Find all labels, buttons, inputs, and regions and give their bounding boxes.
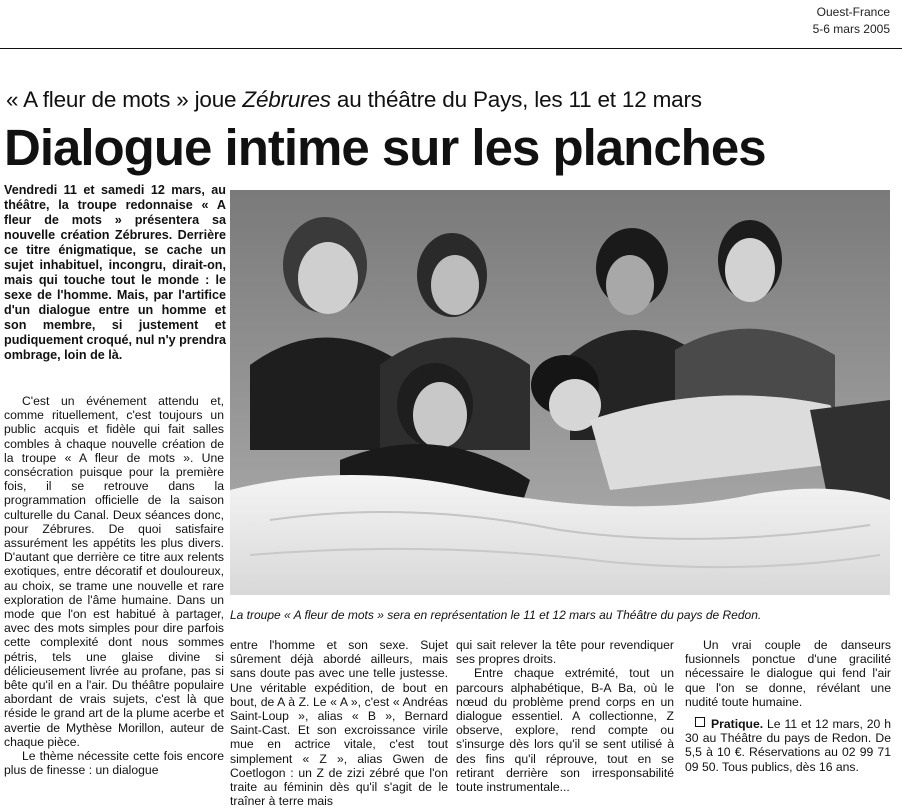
header-rule	[0, 48, 902, 49]
lede-paragraph: Vendredi 11 et samedi 12 mars, au théâtre, la troupe redonnaise « A fleur de mots » présentera sa nouvelle création Zébrures. Derrière ce titre énigmatique, se cache un sujet inhabituel, incongru, dirait-on, mais qui touche tout le monde : le sexe de l'homme. Mais, par l'artifice d'un dialogue entre un homme et son membre, si justement et pudiquement croqué, nul n'y prendra ombrage, loin de là.	[4, 183, 227, 362]
practical-text: Le 11 et 12 mars, 20 h 30 au Théâtre du pays de Redon. De 5,5 à 10 €. Réservations au 02 99 71 09 50. Tous publics, dès 16 ans.	[685, 717, 891, 774]
body-column-1	[4, 394, 224, 777]
photo-illustration	[230, 190, 890, 595]
publication-date: 5-6 mars 2005	[812, 22, 890, 36]
body-paragraph: entre l'homme et son sexe. Sujet sûrement déjà abordé ailleurs, mais sans doute pas avec une telle justesse. Une véritable expédition, de bout en bout, de A à Z. Le « A », c'est « Andréas Saint-Loup », alias « B », Bernard Saint-Cast. Et son excroissance virile mue en actrice vitale, c'est tout simplement « Z », alias Gwen de Coetlogon : un Z de zizi zébré que l'on traite au féminin dès qu'il s'agit de le traîner à terre mais	[230, 638, 448, 808]
body-paragraph: C'est un événement attendu et, comme rituellement, c'est toujours un public acquis et fidèle qui fait salles combles à chaque nouvelle création de la troupe « A fleur de mots ». Une consécration puisque pour la première fois, il se retrouve dans la programmation officielle de la saison culturelle du Canal. Deux séances donc, pour Zébrures. De quoi satisfaire assurément les appétits les plus divers. D'autant que derrière ce titre aux relents exotiques, entre décoratif et douloureux, au choix, se trame une nouvelle et rare exploration de l'âme humaine. Dans un mode que l'on est habitué à partager, avec des mots simples pour dire parfois cette complexité dont nous sommes pétris, tels une glaise divine si délicieusement livrée au profane, pas si bête qu'il en a l'air. Du théâtre populaire abordant de vrais sujets, c'est là que réside le grand art de la plume acerbe et avertie de Mythèse Morillon, auteur de chaque pièce.	[4, 394, 224, 749]
kicker-text-1: « A fleur de mots » joue	[6, 87, 243, 112]
body-paragraph: Le thème nécessite cette fois encore plus de finesse : un dialogue	[4, 749, 224, 778]
body-column-2	[230, 638, 448, 808]
troupe-photo	[230, 190, 890, 595]
kicker	[6, 86, 896, 114]
body-column-3	[456, 638, 674, 794]
body-paragraph: Entre chaque extrémité, tout un parcours alphabétique, B-A Ba, où le nœud du problème prend corps en un dialogue essentiel. A collectionne, Z observe, explore, rend compte ou s'insurge dès lors qu'il se sent utilisé à des fins qu'il réprouve, tout en se retirant derrière son irresponsabilité toute instrumentale...	[456, 666, 674, 795]
headline: Dialogue intime sur les planches	[4, 119, 766, 176]
body-column-4	[685, 638, 891, 774]
kicker-title: Zébrures	[242, 87, 331, 112]
square-bullet-icon	[695, 717, 705, 727]
newspaper-name: Ouest-France	[816, 5, 890, 19]
kicker-text-2: au théâtre du Pays, les 11 et 12 mars	[330, 87, 702, 112]
practical-label: Pratique.	[711, 717, 764, 732]
photo-caption: La troupe « A fleur de mots » sera en représentation le 11 et 12 mars au Théâtre du pays de Redon.	[230, 608, 762, 622]
body-paragraph: qui sait relever la tête pour revendiquer ses propres droits.	[456, 638, 674, 667]
masthead	[590, 4, 890, 38]
body-paragraph: Un vrai couple de danseurs fusionnels ponctue d'une gracilité nécessaire le dialogue qui fend l'air que l'on se donne, révélant une nudité toute humaine.	[685, 638, 891, 709]
practical-info	[685, 717, 891, 774]
